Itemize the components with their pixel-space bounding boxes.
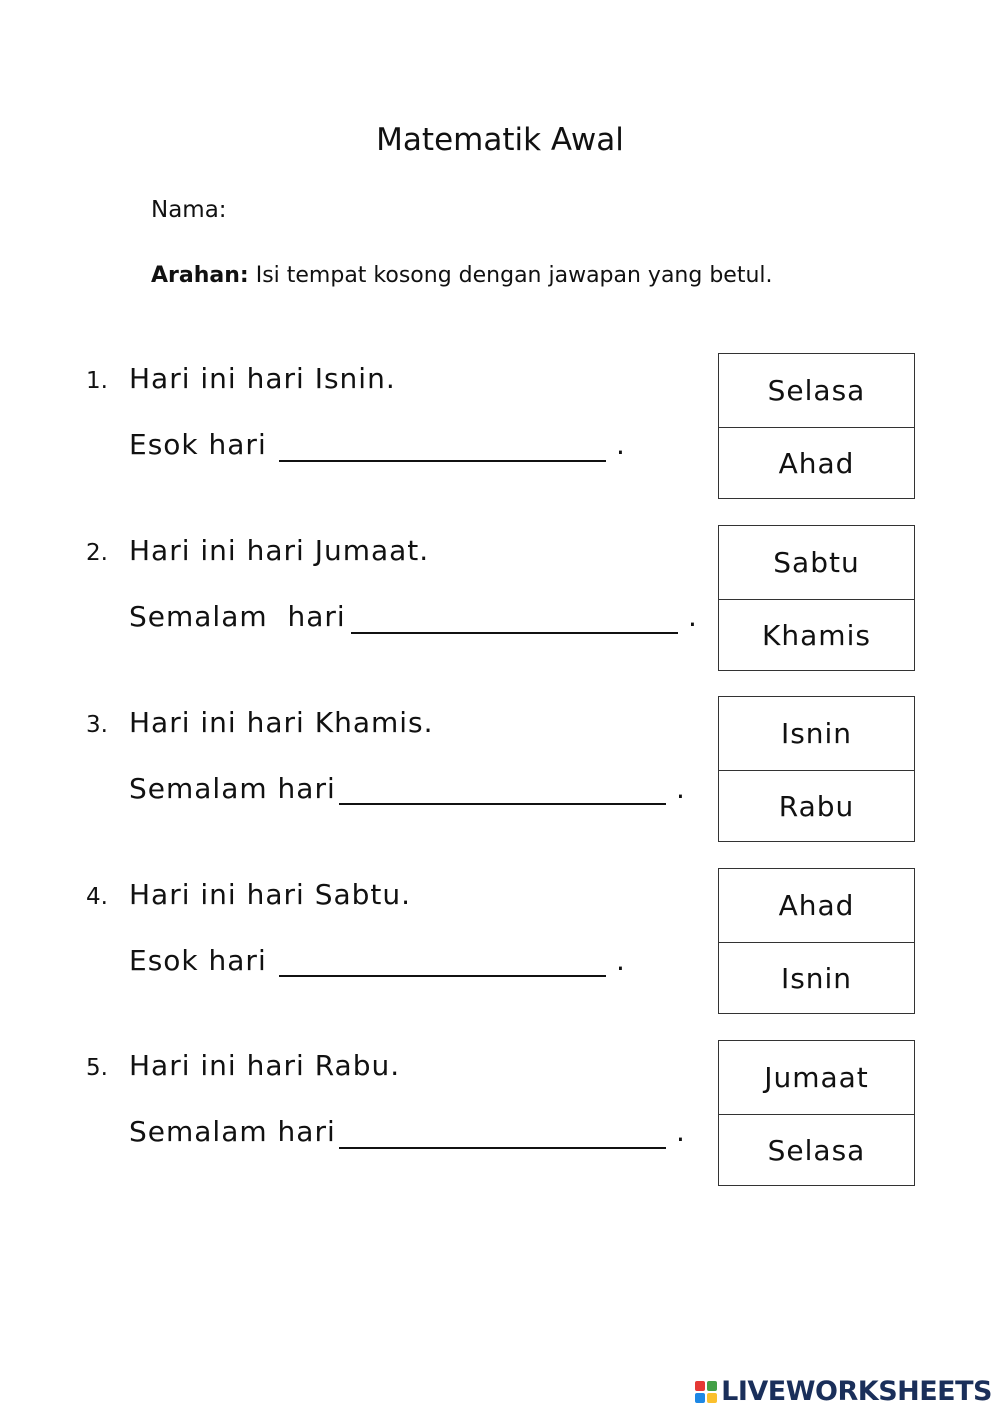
question-prompt: Esok hari <box>129 428 267 461</box>
liveworksheets-logo <box>695 1376 992 1407</box>
question-statement: Hari ini hari Khamis. <box>129 706 434 739</box>
question-number: 3. <box>86 712 108 738</box>
instruction <box>151 263 773 288</box>
option-choice[interactable]: Sabtu <box>719 526 914 600</box>
logo-square <box>695 1381 705 1391</box>
question-statement: Hari ini hari Rabu. <box>129 1049 401 1082</box>
logo-square <box>695 1393 705 1403</box>
answer-blank[interactable] <box>279 460 606 462</box>
page-title: Matematik Awal <box>376 122 624 158</box>
option-choice[interactable]: Ahad <box>778 447 855 480</box>
logo-square <box>707 1393 717 1403</box>
logo-square <box>707 1381 717 1391</box>
sentence-end: . <box>676 1115 685 1148</box>
answer-blank[interactable] <box>339 1147 666 1149</box>
sentence-end: . <box>688 600 697 633</box>
question-number: 2. <box>86 540 108 566</box>
option-choice[interactable]: Isnin <box>719 697 914 771</box>
question-statement: Hari ini hari Isnin. <box>129 362 396 395</box>
option-box <box>718 1040 915 1186</box>
option-choice[interactable]: Rabu <box>778 790 855 823</box>
option-choice[interactable]: Khamis <box>762 619 871 652</box>
question-statement: Hari ini hari Sabtu. <box>129 878 412 911</box>
option-box <box>718 525 915 671</box>
logo-icon <box>695 1381 717 1403</box>
option-choice[interactable]: Jumaat <box>719 1041 914 1115</box>
option-box <box>718 353 915 499</box>
question-statement: Hari ini hari Jumaat. <box>129 534 430 567</box>
instruction-label: Arahan: <box>151 263 249 288</box>
option-box <box>718 696 915 842</box>
question-number: 4. <box>86 884 108 910</box>
brand-name: LIVEWORKSHEETS <box>721 1376 992 1407</box>
answer-blank[interactable] <box>339 803 666 805</box>
option-choice[interactable]: Selasa <box>719 354 914 428</box>
option-choice[interactable]: Selasa <box>767 1134 866 1167</box>
question-number: 5. <box>86 1055 108 1081</box>
option-choice[interactable]: Isnin <box>780 962 853 995</box>
option-choice[interactable]: Ahad <box>719 869 914 943</box>
question-prompt: Semalam hari <box>129 600 346 633</box>
answer-blank[interactable] <box>279 975 606 977</box>
answer-blank[interactable] <box>351 632 678 634</box>
question-prompt: Semalam hari <box>129 772 336 805</box>
sentence-end: . <box>616 944 625 977</box>
name-label: Nama: <box>151 197 227 223</box>
question-prompt: Esok hari <box>129 944 267 977</box>
sentence-end: . <box>616 428 625 461</box>
sentence-end: . <box>676 772 685 805</box>
instruction-text: Isi tempat kosong dengan jawapan yang betul. <box>255 263 773 288</box>
option-box <box>718 868 915 1014</box>
question-prompt: Semalam hari <box>129 1115 336 1148</box>
question-number: 1. <box>86 368 108 394</box>
